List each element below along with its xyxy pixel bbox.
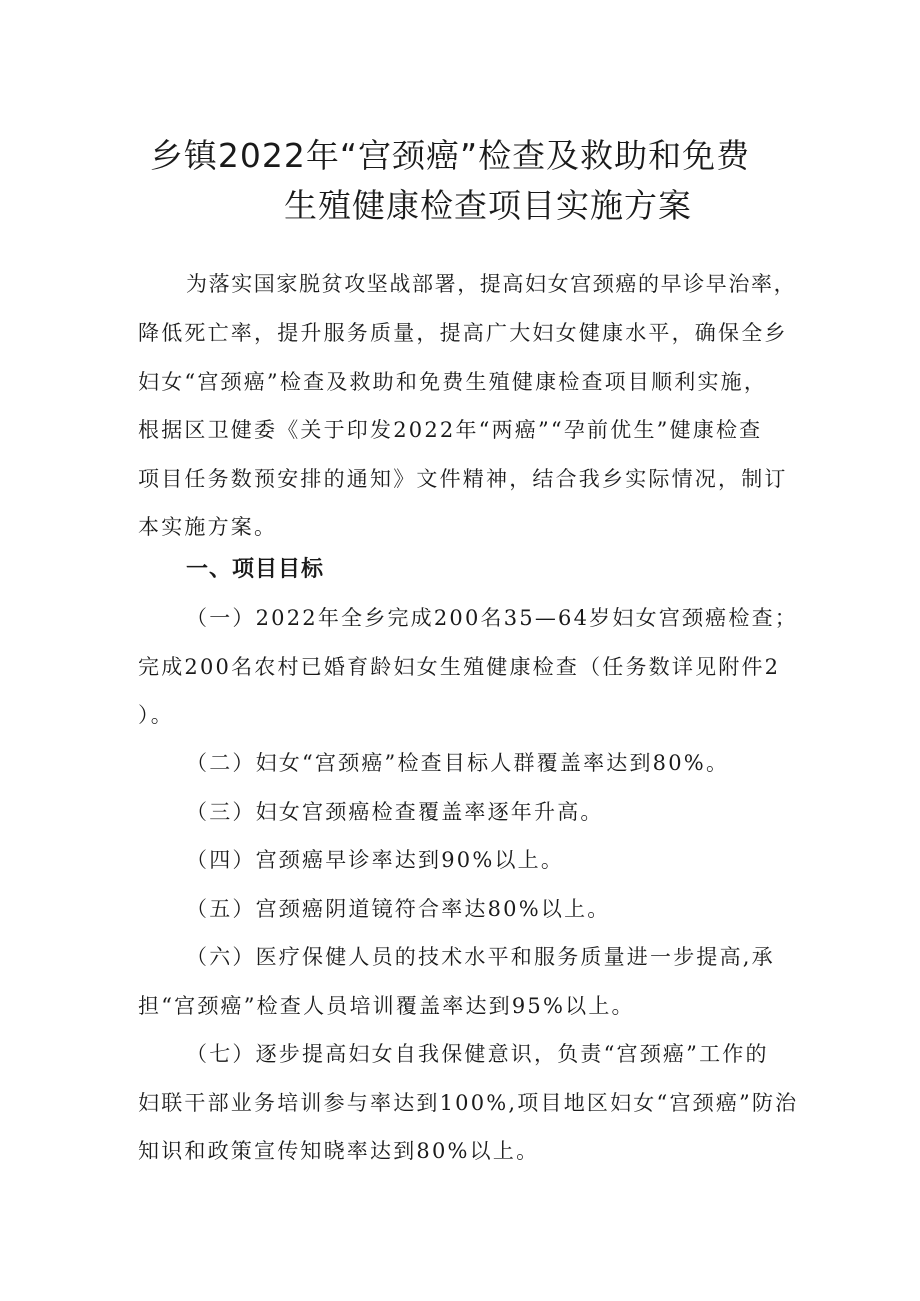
- intro-line: 降低死亡率，提升服务质量，提高广大妇女健康水平，确保全乡: [138, 321, 788, 345]
- goal-7-line: 知识和政策宣传知晓率达到80%以上。: [138, 1139, 540, 1163]
- goal-1-line: （一）2022年全乡完成200名35—64岁妇女宫颈癌检查；: [186, 606, 798, 630]
- goal-6-line: 担“宫颈癌”检查人员培训覆盖率达到95%以上。: [138, 994, 635, 1018]
- goal-6-line: （六）医疗保健人员的技术水平和服务质量进一步提高,承: [186, 945, 775, 969]
- intro-line: 项目任务数预安排的通知》文件精神，结合我乡实际情况，制订: [138, 467, 788, 491]
- goal-4: （四）宫颈癌早诊率达到90%以上。: [186, 848, 565, 872]
- goal-5: （五）宫颈癌阴道镜符合率达80%以上。: [186, 897, 611, 921]
- goal-2: （二）妇女“宫颈癌”检查目标人群覆盖率达到80%。: [186, 751, 730, 775]
- goal-1-line: ）。: [138, 703, 174, 727]
- goal-3: （三）妇女宫颈癌检查覆盖率逐年升高。: [186, 800, 604, 824]
- goal-1-line: 完成200名农村已婚育龄妇女生殖健康检查（任务数详见附件2: [138, 655, 781, 679]
- document-title-line-1: 乡镇2022年“宫颈癌”检查及救助和免费: [149, 136, 751, 175]
- intro-line: 本实施方案。: [138, 515, 278, 539]
- section-heading: 一、项目目标: [186, 557, 325, 582]
- goal-7-line: 妇联干部业务培训参与率达到100%,项目地区妇女“宫颈癌”防治: [138, 1091, 799, 1115]
- goal-7-line: （七）逐步提高妇女自我保健意识，负责“宫颈癌”工作的: [186, 1042, 769, 1066]
- document-title-line-2: 生殖健康检查项目实施方案: [284, 186, 692, 225]
- intro-line: 为落实国家脱贫攻坚战部署，提高妇女宫颈癌的早诊早治率，: [186, 272, 797, 296]
- intro-line: 妇女“宫颈癌”检查及救助和免费生殖健康检查项目顺利实施，: [138, 370, 768, 394]
- intro-line: 根据区卫健委《关于印发2022年“两癌”“孕前优生”健康检查: [138, 418, 763, 442]
